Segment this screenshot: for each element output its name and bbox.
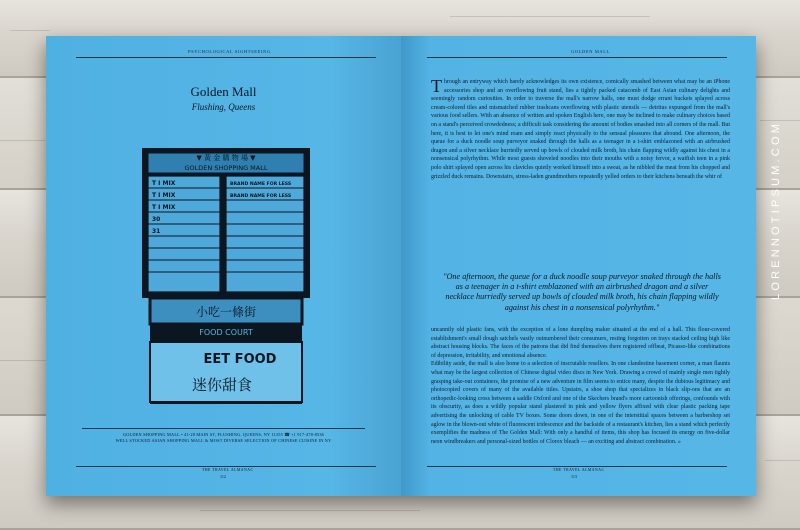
page-title: Golden Mall bbox=[190, 84, 257, 99]
sign-chinese-middle: 小吃一條街 bbox=[195, 305, 257, 319]
page-subtitle: Flushing, Queens bbox=[191, 102, 256, 112]
footer-title: THE TRAVEL ALMANAC bbox=[553, 468, 605, 472]
article-paragraph: uncannily old plastic fans, with the exception of a lone dumpling maker situated at the end of a hall. This flour-covered establishment's small dough satchels vastly outnumbered their consumers, resting forgotten on trays stacked ceiling high like abstract housing blocks. The faces of the patrons that did find themselves there registered offbeat, Picasso-like combinations of depression, irritability, and emotional absence. Edibility aside, the mall is also home to a selection of inscrutable resellers. In one clandestine basement corner, a man flaunts what may be the largest collection of Chinese digital video discs in New York. Drawing a crowd of mainly single men tightly grasping take-out containers, the promise of a new adventure in film seems to entice many, despite the dubious legitimacy and photocopied covers of many of the available titles. Upstairs, a shoe shop that specializes in black slip-ons that are an orthopedic-looking cross between a saddle Oxford and one of the Skechers brand's more cartoonish offerings, confounds with its obscurity, as does a wildly popular stand plastered in pink and yellow flyers affixed with clear plastic packing tape advertising the unlocking of cable TV boxes. Some doors down, in one of the interstitial spaces between a barbershop set aglow in the blown-out white of fluorescent iridescence and the backside of a restaurant's kitchen, lies a stand which perfectly exemplifies the madness of The Golden Mall: With only a handful of items, this shop has focused its energy on five-dollar neon windbreakers and personal-sized bottles of Clorox bleach — an exciting and abstract combination. » bbox=[431, 327, 730, 445]
svg-text:▼ 黃 金 購 物 場 ▼: ▼ 黃 金 購 物 場 ▼ bbox=[196, 154, 256, 162]
open-book bbox=[46, 36, 756, 496]
running-head: GOLDEN MALL bbox=[571, 49, 610, 54]
sign-menu-item: T I MIX bbox=[152, 204, 176, 211]
divider bbox=[427, 57, 727, 58]
watermark: LORENNOTIPSUM.COM bbox=[770, 120, 782, 300]
sign-menu-item: BRAND NAME FOR LESS bbox=[230, 194, 292, 199]
sign-menu-item: 31 bbox=[152, 228, 161, 235]
divider bbox=[76, 466, 376, 467]
article-paragraph: Through an entryway which barely acknowledges its own existence, comically smashed between what may be an iPhone accessories shop and an overflowing fruit stand, lies a tightly packed catacomb of East Asian culinary delights and seemingly random curiosities. In order to traverse the mall's narrow halls, one must dodge errant buckets splayed across cream-colored tiles and mismatched rubber trashcans overflowing with plastic utensils — detritus expunged from the mall's various food sellers. With an absence of written and spoken English here, one may be inclined to make culinary choices based on a stand's perceived crowdedness; a difficult task considering the amount of bodies smashed into all corners of the mall. But here, it is best to let one's mind roam and simply react physically to the sensual pleasures that abound. One afternoon, the queue for a duck noodle soup purveyor snaked through the halls as a teenager in a t-shirt emblazoned with an airbrushed dragon and a silver necklace hurriedly served up bowls of clouded milk broth, his chain flapping wildly against his chest in a nonsensical polyrhythm. While most guests shoveled noodles into their mouths with a noisy fervor, a waifish teen in a pink polo shirt splayed open across his clavicles quietly worked himself into a sweat, as he nibbled the meat from his chopped and grizzled duck remains. Downstairs, stress-laden grandmothers repeatedly yelled orders to their kitchens beneath the whir of bbox=[431, 76, 730, 180]
drop-cap: T bbox=[431, 76, 442, 96]
running-head: PSYCHOLOGICAL SIGHTSEEING bbox=[188, 49, 271, 54]
sign-street-food: EET FOOD bbox=[203, 352, 277, 367]
sign-menu-item: 30 bbox=[152, 216, 161, 223]
mall-sign-illustration bbox=[136, 144, 316, 429]
sign-food-court: FOOD COURT bbox=[199, 328, 253, 337]
sign-top-banner: GOLDEN SHOPPING MALL bbox=[184, 164, 268, 172]
sign-menu-item: T I MIX bbox=[152, 192, 176, 199]
right-page bbox=[401, 36, 756, 496]
caption-address: GOLDEN SHOPPING MALL • 41-28 MAIN ST, FLUSHING, QUEENS, NY 11355 ☎ +1 917-478-8536 bbox=[122, 432, 325, 437]
caption-description: WELL STOCKED ASIAN SHOPPING MALL & MOST DIVERSE SELECTION OF CHINESE CUISINE IN NY bbox=[115, 438, 332, 443]
left-page bbox=[46, 36, 401, 496]
sign-menu-item: BRAND NAME FOR LESS bbox=[230, 182, 292, 187]
pull-quote: "One afternoon, the queue for a duck noodle soup purveyor snaked through the halls as a teenager in a t-shirt emblazoned with an airbrushed dragon and a silver necklace hurriedly served up bowls of clouded milk broth, his chain flapping wildly against his chest in a nonsensical polyrhythm." bbox=[443, 272, 721, 312]
divider bbox=[427, 466, 727, 467]
divider bbox=[82, 428, 365, 429]
sign-chinese-bottom: 迷你甜食 bbox=[191, 376, 253, 394]
sign-menu-item: T I MIX bbox=[152, 180, 176, 187]
footer-title: THE TRAVEL ALMANAC bbox=[202, 468, 254, 472]
page-number: 112 bbox=[220, 474, 226, 479]
page-number: 113 bbox=[571, 474, 577, 479]
divider bbox=[76, 57, 376, 58]
